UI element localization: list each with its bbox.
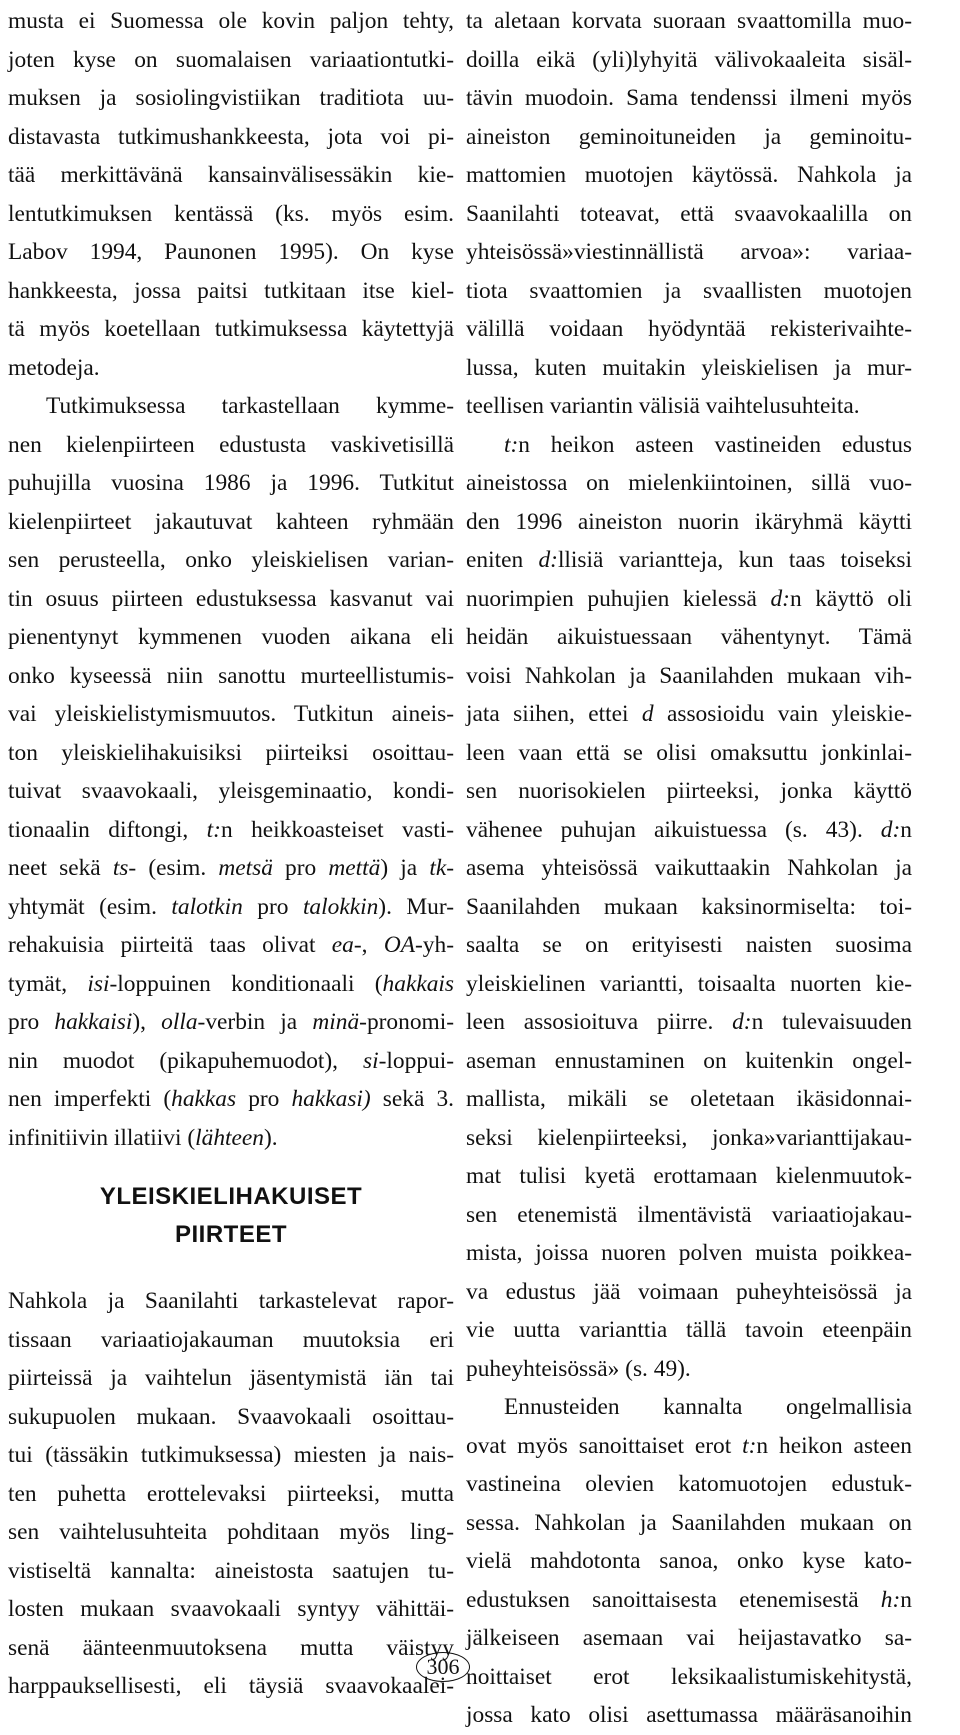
text-line: puheyhteisössä» (s. 49).: [466, 1355, 691, 1382]
text-line: Ennusteiden kannalta ongelmallisia: [504, 1394, 912, 1420]
text-line: puhujilla vuosina 1986 ja 1996. Tutkitut: [8, 470, 454, 496]
text-line: heidän aikuistuessaan vähentynyt. Tämä: [466, 624, 912, 650]
text-line: aseman ennustaminen on kuitenkin ongel-: [466, 1047, 912, 1074]
text-line: muksen ja sosiolingvistiikan traditiota uu-: [8, 85, 454, 111]
text-line: sen etenemistä ilmentävistä variaatiojakau-: [466, 1201, 912, 1228]
paragraph-2: [8, 387, 454, 1157]
text-line: vai yleiskielistymismuutos. Tutkitun aineis-: [8, 701, 454, 727]
text-line: Tutkimuksessa tarkastellaan kymme-: [46, 393, 454, 419]
section-heading-line: YLEISKIELIHAKUISET: [99, 1183, 363, 1210]
paragraph-1: [8, 2, 454, 387]
text-line: ovat myös sanoittaiset erot t:n heikon asteen: [466, 1432, 913, 1459]
text-line: distavasta tutkimushankkeesta, jota voi pi-: [8, 123, 454, 150]
text-line: saalta se on erityisesti naisten suosima: [466, 932, 912, 958]
text-line: yhtymät (esim. talotkin pro talokkin). Mur-: [8, 893, 454, 920]
text-line: tä myös koetellaan tutkimuksessa käytettyjä: [8, 316, 454, 342]
text-line: aineistossa on mielenkiintoinen, sillä vuo-: [466, 470, 912, 496]
text-line: infinitiivin illatiivi (lähteen).: [8, 1124, 278, 1151]
text-line: vähenee puhujan aikuistuessa (s. 43). d:n: [466, 816, 912, 843]
text-line: Saanilahden mukaan kaksinormiselta: toi-: [466, 893, 912, 920]
paragraph-3: [8, 1282, 454, 1706]
text-line: vistiseltä kannalta: aineistosta saatujen tu-: [8, 1557, 454, 1584]
text-line: harppauksellisesti, eli täysiä svaavokaalei-: [8, 1673, 454, 1699]
text-line: t:n heikon asteen vastineiden edustus: [504, 431, 912, 458]
text-line: nen kielenpiirteen edustusta vaskivetisillä: [8, 431, 454, 458]
text-line: voisi Nahkolan ja Saanilahden mukaan vih-: [466, 662, 912, 689]
text-line: vielä mahdotonta sanoa, onko kyse kato-: [466, 1548, 912, 1574]
text-line: ton yleiskielihakuisiksi piirteiksi osoittau-: [8, 739, 454, 766]
text-line: leen assosioituva piirre. d:n tulevaisuuden: [466, 1009, 912, 1035]
text-line: Labov 1994, Paunonen 1995). On kyse: [8, 239, 454, 265]
text-line: jälkeiseen asemaan vai heijastavatko sa-: [466, 1625, 912, 1651]
text-line: senä äänteenmuutoksena mutta väistyy: [8, 1634, 454, 1661]
text-line: tui (tässäkin tutkimuksessa) miesten ja nais-: [8, 1442, 454, 1468]
text-line: edustuksen sanoittaisesta etenemisestä h:n: [466, 1586, 912, 1613]
text-line: tävin muodoin. Sama tendenssi ilmeni myös: [466, 85, 912, 111]
text-line: leen vaan että se olisi omaksuttu jonkinlai-: [466, 739, 912, 766]
text-line: nuorimpien puhujien kielessä d:n käyttö oli: [466, 585, 912, 612]
text-line: sukupuolen mukaan. Svaavokaali osoittau-: [8, 1403, 454, 1430]
text-line: välillä voidaan hyödyntää rekisterivaihte-: [466, 316, 912, 342]
text-line: tymät, isi-loppuinen konditionaali (hakkais: [8, 970, 454, 997]
text-line: ta aletaan korvata suoraan svaattomilla muo-: [466, 8, 912, 34]
section-heading: [8, 1178, 454, 1254]
text-line: metodeja.: [8, 354, 100, 381]
text-line: tuivat svaavokaali, yleisgeminaatio, kondi-: [8, 778, 454, 804]
page-number: 306: [416, 1652, 470, 1682]
text-line: doilla eikä (yli)lyhyitä välivokaaleita sisäl-: [466, 46, 912, 73]
text-line: seksi kielenpiirteeksi, jonka»varianttijakau-: [466, 1124, 912, 1151]
text-line: kielenpiirteet jakautuvat kahteen ryhmään: [8, 508, 454, 535]
text-line: jossa kato olisi asettumassa määräsanoihin: [466, 1702, 912, 1728]
text-line: teellisen variantin välisiä vaihtelusuhteita.: [466, 393, 860, 419]
paragraph-1: [466, 2, 912, 426]
text-line: losten mukaan svaavokaali syntyy vähittäi-: [8, 1596, 454, 1622]
text-line: ten puhetta erottelevaksi piirteeksi, mutta: [8, 1480, 454, 1507]
left-column: [8, 0, 454, 1706]
text-line: onko kyseessä niin sanottu murteellistumis-: [8, 662, 454, 689]
text-line: asema yhteisössä vaikuttaakin Nahkolan ja: [466, 855, 912, 881]
text-line: aineiston geminoituneiden ja geminoitu-: [466, 123, 912, 150]
text-line: musta ei Suomessa ole kovin paljon tehty,: [8, 8, 454, 34]
text-line: va edustus jää voimaan puheyhteisössä ja: [466, 1278, 912, 1305]
right-column: [466, 0, 912, 1735]
text-line: sessa. Nahkolan ja Saanilahden mukaan on: [466, 1509, 912, 1536]
text-line: neet sekä ts- (esim. metsä pro mettä) ja tk-: [8, 855, 454, 881]
section-heading-line: PIIRTEET: [174, 1221, 287, 1248]
text-line: pro hakkaisi), olla-verbin ja minä-pronomi-: [8, 1009, 454, 1035]
text-line: eniten d:llisiä variantteja, kun taas toiseksi: [466, 547, 912, 573]
text-line: rehakuisia piirteitä taas olivat ea-, OA-yh-: [8, 932, 454, 958]
text-line: vastineina olevien katomuotojen edustuk-: [466, 1471, 912, 1497]
text-line: nin muodot (pikapuhemuodot), si-loppui-: [8, 1047, 454, 1074]
text-line: lentutkimuksen kentässä (ks. myös esim.: [8, 200, 454, 227]
text-line: mattomien muotojen käytössä. Nahkola ja: [466, 162, 912, 188]
text-line: noittaiset erot leksikaalistumiskehitystä,: [466, 1663, 912, 1690]
text-line: sen vaihtelusuhteita pohditaan myös ling-: [8, 1519, 454, 1545]
text-line: den 1996 aineiston nuorin ikäryhmä käytti: [466, 508, 912, 535]
text-line: sen perusteella, onko yleiskielisen varian-: [8, 547, 454, 573]
text-line: piirteissä ja vaihtelun jäsentymistä iän tai: [8, 1365, 454, 1391]
paragraph-2: [466, 426, 912, 1389]
text-line: sen nuorisokielen piirteeksi, jonka käyttö: [466, 778, 912, 804]
text-line: pienentynyt kymmenen vuoden aikana eli: [8, 624, 454, 650]
text-line: tionaalin diftongi, t:n heikkoasteiset vasti-: [8, 816, 454, 843]
text-line: tissaan variaatiojakauman muutoksia eri: [8, 1326, 454, 1353]
text-line: mat tulisi kyetä erottamaan kielenmuutok-: [466, 1163, 912, 1189]
text-line: vie uutta varianttia tällä tavoin eteenpäin: [466, 1317, 912, 1343]
text-line: tiota svaattomien ja svaallisten muotojen: [466, 277, 912, 304]
text-line: jata siihen, ettei d assosioidu vain yleiskie-: [466, 701, 912, 727]
text-line: Saanilahti toteavat, että svaavokaalilla on: [466, 200, 912, 227]
text-line: yleiskielinen variantti, toisaalta nuorten kie-: [466, 970, 912, 997]
text-line: mallista, mikäli se oletetaan ikäsidonnai-: [466, 1086, 912, 1112]
text-line: lussa, kuten muitakin yleiskielisen ja mur-: [466, 354, 912, 381]
text-line: tin osuus piirteen edustuksessa kasvanut vai: [8, 585, 454, 612]
paragraph-3: [466, 1388, 912, 1735]
text-line: yhteisössä»viestinnällistä arvoa»: variaa-: [466, 239, 912, 265]
text-line: hankkeesta, jossa paitsi tutkitaan itse kiel-: [8, 277, 454, 304]
text-line: nen imperfekti (hakkas pro hakkasi) sekä 3.: [8, 1086, 454, 1112]
text-line: mista, joissa nuoren polven muista poikkea-: [466, 1240, 912, 1266]
text-line: joten kyse on suomalaisen variaationtutki-: [8, 46, 454, 73]
text-line: Nahkola ja Saanilahti tarkastelevat rapor-: [8, 1288, 454, 1314]
text-line: tää merkittävänä kansainvälisessäkin kie-: [8, 162, 454, 188]
